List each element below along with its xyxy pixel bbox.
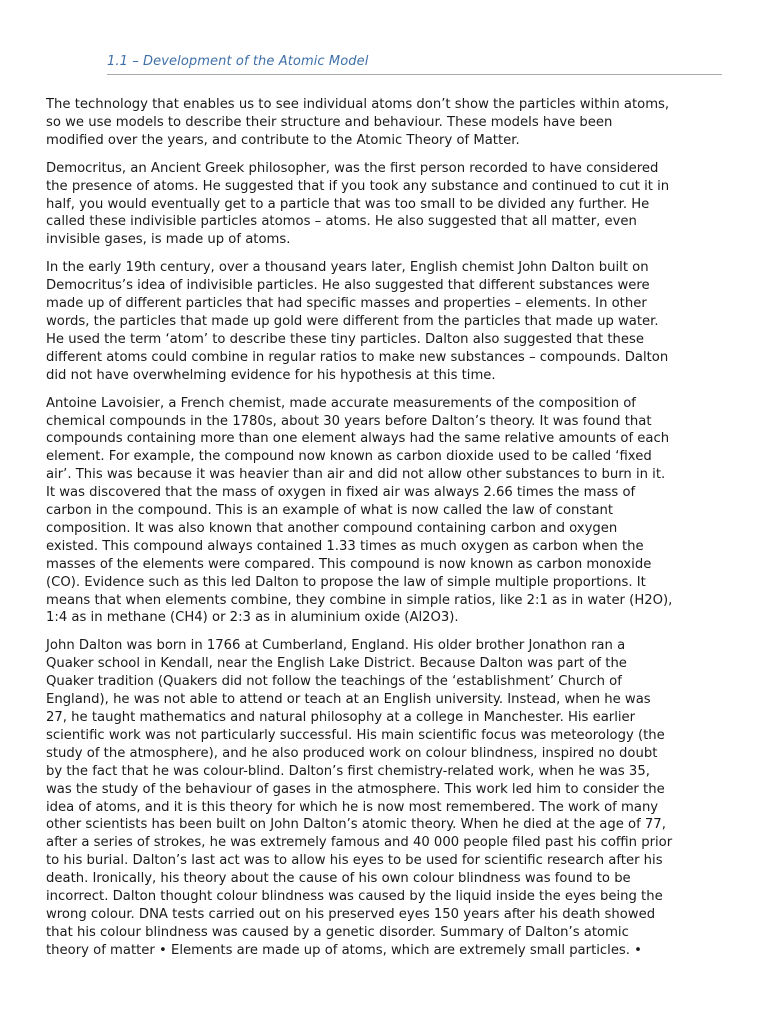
paragraph-line: John Dalton was born in 1766 at Cumberland, England. His older brother Jonathon ran a	[46, 638, 626, 654]
paragraph-line: carbon in the compound. This is an example of what is now called the law of constant	[46, 503, 614, 519]
paragraph-line: different atoms could combine in regular ratios to make new substances – compounds. Dalton	[46, 349, 669, 365]
section-heading-block	[107, 54, 722, 75]
paragraph-line: scientific work was not particularly successful. His main scientific focus was meteorology (the	[46, 727, 665, 743]
paragraph-line: Democritus’s idea of indivisible particles. He also suggested that different substances were	[46, 278, 650, 294]
paragraph-line: incorrect. Dalton thought colour blindness was caused by the liquid inside the eyes being the	[46, 889, 663, 905]
paragraph-line: so we use models to describe their structure and behaviour. These models have been	[46, 114, 613, 130]
paragraph-line: Quaker school in Kendall, near the English Lake District. Because Dalton was part of the	[46, 656, 627, 672]
paragraph-4	[46, 395, 726, 628]
paragraph-line: means that when elements combine, they combine in simple ratios, like 2:1 as in water (H2O),	[46, 592, 673, 608]
paragraph-line: was the study of the behaviour of gases in the atmosphere. This work led him to consider the	[46, 781, 665, 797]
paragraph-line: did not have overwhelming evidence for his hypothesis at this time.	[46, 367, 496, 383]
paragraph-2	[46, 160, 726, 250]
paragraph-line: by the fact that he was colour-blind. Dalton’s first chemistry-related work, when he was 35,	[46, 763, 650, 779]
paragraph-line: study of the atmosphere), and he also produced work on colour blindness, inspired no doubt	[46, 745, 658, 761]
paragraph-line: half, you would eventually get to a particle that was too small to be divided any further. He	[46, 196, 650, 212]
paragraph-line: It was discovered that the mass of oxygen in fixed air was always 2.66 times the mass of	[46, 485, 636, 501]
paragraph-line: Antoine Lavoisier, a French chemist, made accurate measurements of the composition of	[46, 395, 636, 411]
paragraph-line: the presence of atoms. He suggested that if you took any substance and continued to cut it in	[46, 178, 670, 194]
heading-divider	[107, 74, 722, 75]
paragraph-1	[46, 96, 726, 150]
paragraph-line: Democritus, an Ancient Greek philosopher, was the first person recorded to have considered	[46, 160, 659, 176]
paragraph-line: chemical compounds in the 1780s, about 30 years before Dalton’s theory. It was found that	[46, 413, 652, 429]
paragraph-5	[46, 637, 726, 959]
paragraph-line: Quaker tradition (Quakers did not follow the teachings of the ‘establishment’ Church of	[46, 674, 622, 690]
paragraph-line: element. For example, the compound now known as carbon dioxide used to be called ‘fixed	[46, 449, 652, 465]
paragraph-line: composition. It was also known that another compound containing carbon and oxygen	[46, 520, 618, 536]
paragraph-line: other scientists has been built on John Dalton’s atomic theory. When he died at the age of 77,	[46, 817, 666, 833]
paragraph-line: masses of the elements were compared. This compound is now known as carbon monoxide	[46, 556, 652, 572]
paragraph-line: that his colour blindness was caused by a genetic disorder. Summary of Dalton’s atomic	[46, 924, 629, 940]
paragraph-line: death. Ironically, his theory about the cause of his own colour blindness was found to be	[46, 871, 631, 887]
paragraph-line: In the early 19th century, over a thousand years later, English chemist John Dalton built on	[46, 260, 649, 276]
paragraph-line: The technology that enables us to see individual atoms don’t show the particles within atoms,	[46, 97, 670, 112]
document-body	[46, 96, 726, 970]
paragraph-line: after a series of strokes, he was extremely famous and 40 000 people filed past his coffin prior	[46, 835, 673, 851]
paragraph-line: made up of different particles that had specific masses and properties – elements. In other	[46, 296, 647, 312]
paragraph-line: wrong colour. DNA tests carried out on his preserved eyes 150 years after his death showed	[46, 906, 656, 922]
paragraph-line: invisible gases, is made up of atoms.	[46, 232, 291, 248]
paragraph-line: compounds containing more than one element always had the same relative amounts of each	[46, 431, 670, 447]
paragraph-line: England), he was not able to attend or teach at an English university. Instead, when he was	[46, 692, 651, 708]
paragraph-line: air’. This was because it was heavier than air and did not allow other substances to burn in it.	[46, 467, 666, 483]
paragraph-line: idea of atoms, and it is this theory for which he is now most remembered. The work of many	[46, 799, 659, 815]
paragraph-line: (CO). Evidence such as this led Dalton to propose the law of simple multiple proportions. It	[46, 574, 646, 590]
paragraph-line: He used the term ‘atom’ to describe these tiny particles. Dalton also suggested that these	[46, 331, 644, 347]
paragraph-line: 1:4 as in methane (CH4) or 2:3 as in aluminium oxide (Al2O3).	[46, 610, 459, 626]
paragraph-line: to his burial. Dalton’s last act was to allow his eyes to be used for scientific research after his	[46, 853, 663, 869]
paragraph-line: 27, he taught mathematics and natural philosophy at a college in Manchester. His earlier	[46, 710, 636, 725]
paragraph-line: called these indivisible particles atomos – atoms. He also suggested that all matter, even	[46, 214, 637, 230]
section-heading: 1.1 – Development of the Atomic Model	[107, 54, 369, 69]
paragraph-line: words, the particles that made up gold were different from the particles that made up water.	[46, 313, 659, 329]
paragraph-line: theory of matter • Elements are made up of atoms, which are extremely small particles. •	[46, 942, 642, 958]
paragraph-line: modified over the years, and contribute to the Atomic Theory of Matter.	[46, 132, 520, 148]
paragraph-3	[46, 259, 726, 384]
paragraph-line: existed. This compound always contained 1.33 times as much oxygen as carbon when the	[46, 538, 644, 554]
